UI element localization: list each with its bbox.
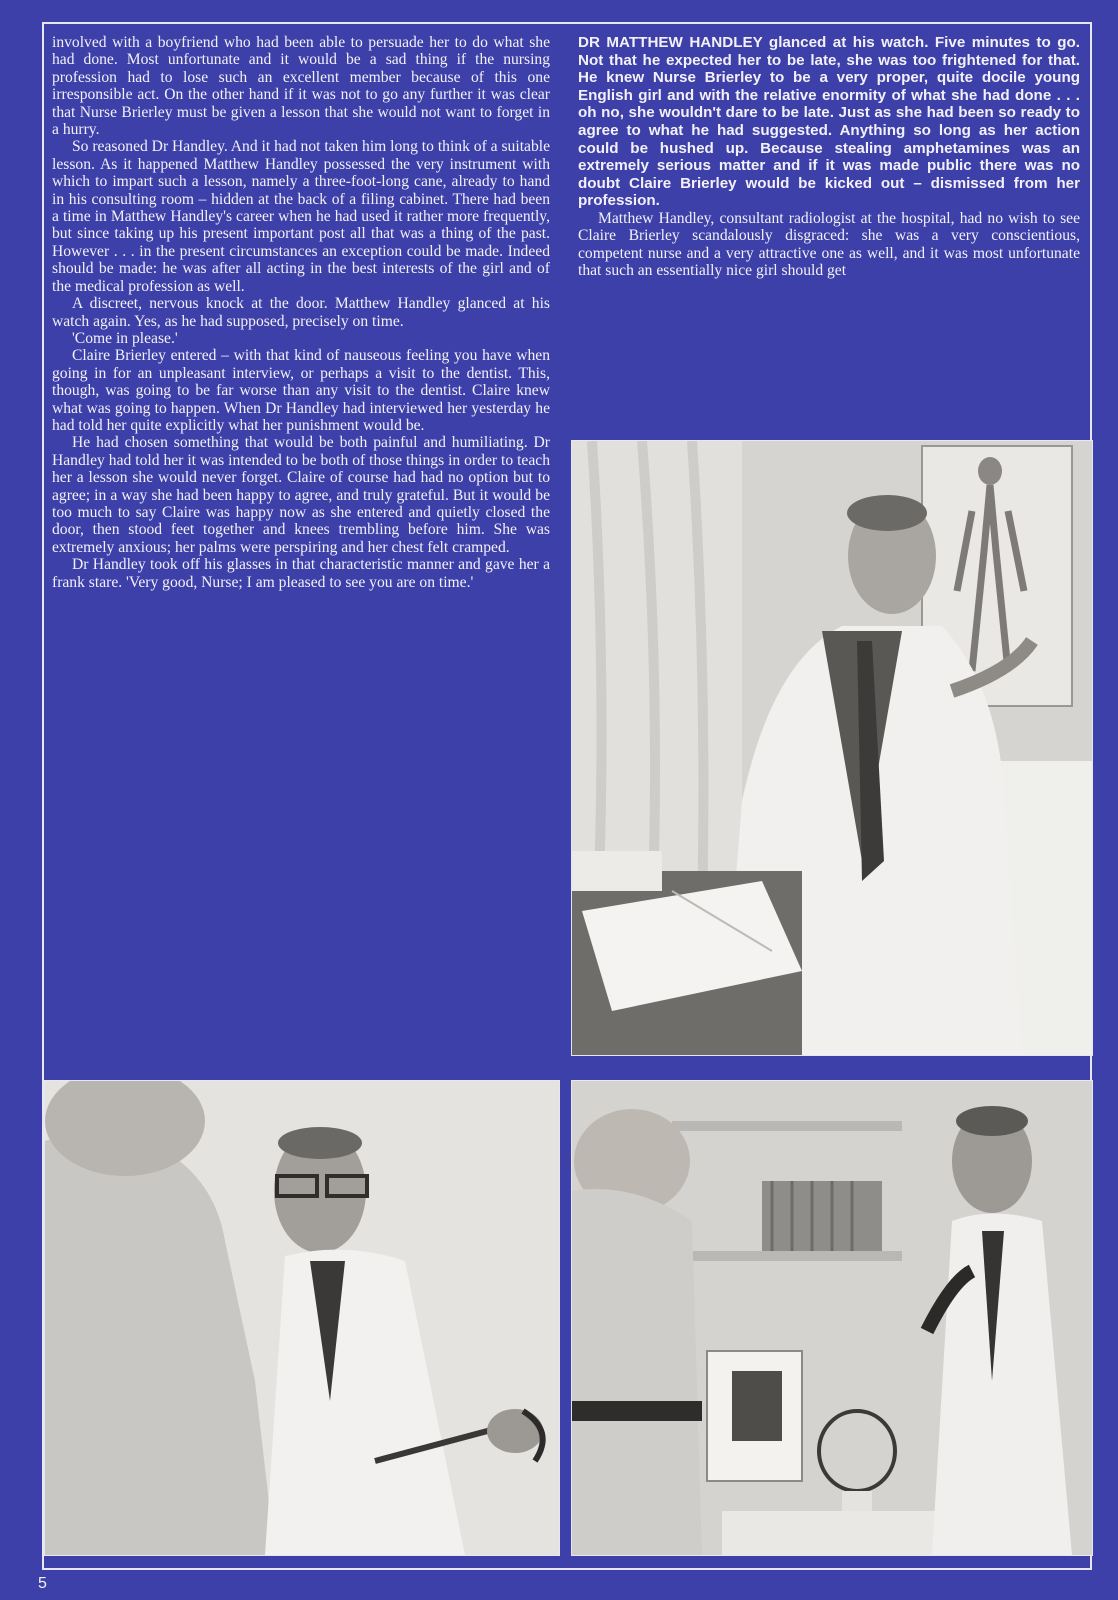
photo-nurse-and-doctor <box>571 1080 1093 1556</box>
article-left-column <box>52 34 550 1050</box>
photo-doctor-seated-image <box>572 441 1092 1055</box>
photo-doctor-seated <box>571 440 1093 1056</box>
article-intro: DR MATTHEW HANDLEY glanced at his watch. Five minutes to go. Not that he expected her to be late, she was too frightened for that. He knew Nurse Brierley to be a very proper, quite docile young English girl and with the relative enormity of what she had done . . . oh no, she wouldn't dare to be late. Just as she had been so ready to agree to what he had suggested. Anything so long as her action could be hushed up. Because stealing amphetamines was an extremely serious matter and if it was made public there was no doubt Claire Brierley would be kicked out – dismissed from her profession. <box>578 34 1080 210</box>
left-paragraph-6: He had chosen something that would be both painful and humiliating. Dr Handley had told her it was intended to be both of those things in order to teach her a lesson she would never forget. Claire of course had had no option but to agree; in a way she had been happy to agree, and truly grateful. But it would be too much to say Claire was happy now as she entered and quietly closed the door, then stood feet together and knees trembling before him. She was extremely anxious; her palms were perspiring and her chest felt cramped. <box>52 434 550 556</box>
photo-nurse-and-doctor-image <box>572 1081 1092 1555</box>
left-paragraph-4: 'Come in please.' <box>72 329 178 347</box>
photo-doctor-with-cane-image <box>45 1081 559 1555</box>
left-paragraph-7: Dr Handley took off his glasses in that characteristic manner and gave her a frank stare. 'Very good, Nurse; I am pleased to see you are on time.' <box>52 556 550 591</box>
photo-doctor-with-cane <box>44 1080 560 1556</box>
left-paragraph-1: involved with a boyfriend who had been able to persuade her to do what she had done. Most unfortunate and it would be a sad thing if the nursing profession had to lose such an excellent member because of this one irresponsible act. On the other hand if it was not to go any further it was clear that Nurse Brierley must be given a lesson that she would not want to forget in a hurry. <box>52 34 550 139</box>
left-paragraph-2: So reasoned Dr Handley. And it had not taken him long to think of a suitable lesson. As it happened Matthew Handley possessed the very instrument with which to impart such a lesson, namely a three-foot-long cane, already to hand in his consulting room – hidden at the back of a filing cabinet. There had been a time in Matthew Handley's career when he had used it rather more frequently, but since taking up his present important post all that was a thing of the past. However . . . in the present circumstances an exception could be made. Indeed should be made: he was after all acting in the best interests of the girl and of the medical profession as well. <box>52 138 550 295</box>
left-paragraph-5: Claire Brierley entered – with that kind of nauseous feeling you have when going in for an unpleasant interview, or perhaps a visit to the dentist. This, though, was going to be far worse than any visit to the dentist. Claire knew what was going to happen. When Dr Handley had interviewed her yesterday he had told her quite explicitly what her punishment would be. <box>52 347 550 434</box>
article-right-column <box>578 34 1080 418</box>
page-number: 5 <box>38 1575 47 1592</box>
right-paragraph-1: Matthew Handley, consultant radiologist at the hospital, had no wish to see Claire Brierley scandalously disgraced: she was a very conscientious, competent nurse and a very attractive one as well, and it was most unfortunate that such an essentially nice girl should get <box>578 209 1080 280</box>
left-paragraph-3: A discreet, nervous knock at the door. Matthew Handley glanced at his watch again. Yes, as he had supposed, precisely on time. <box>52 295 550 330</box>
